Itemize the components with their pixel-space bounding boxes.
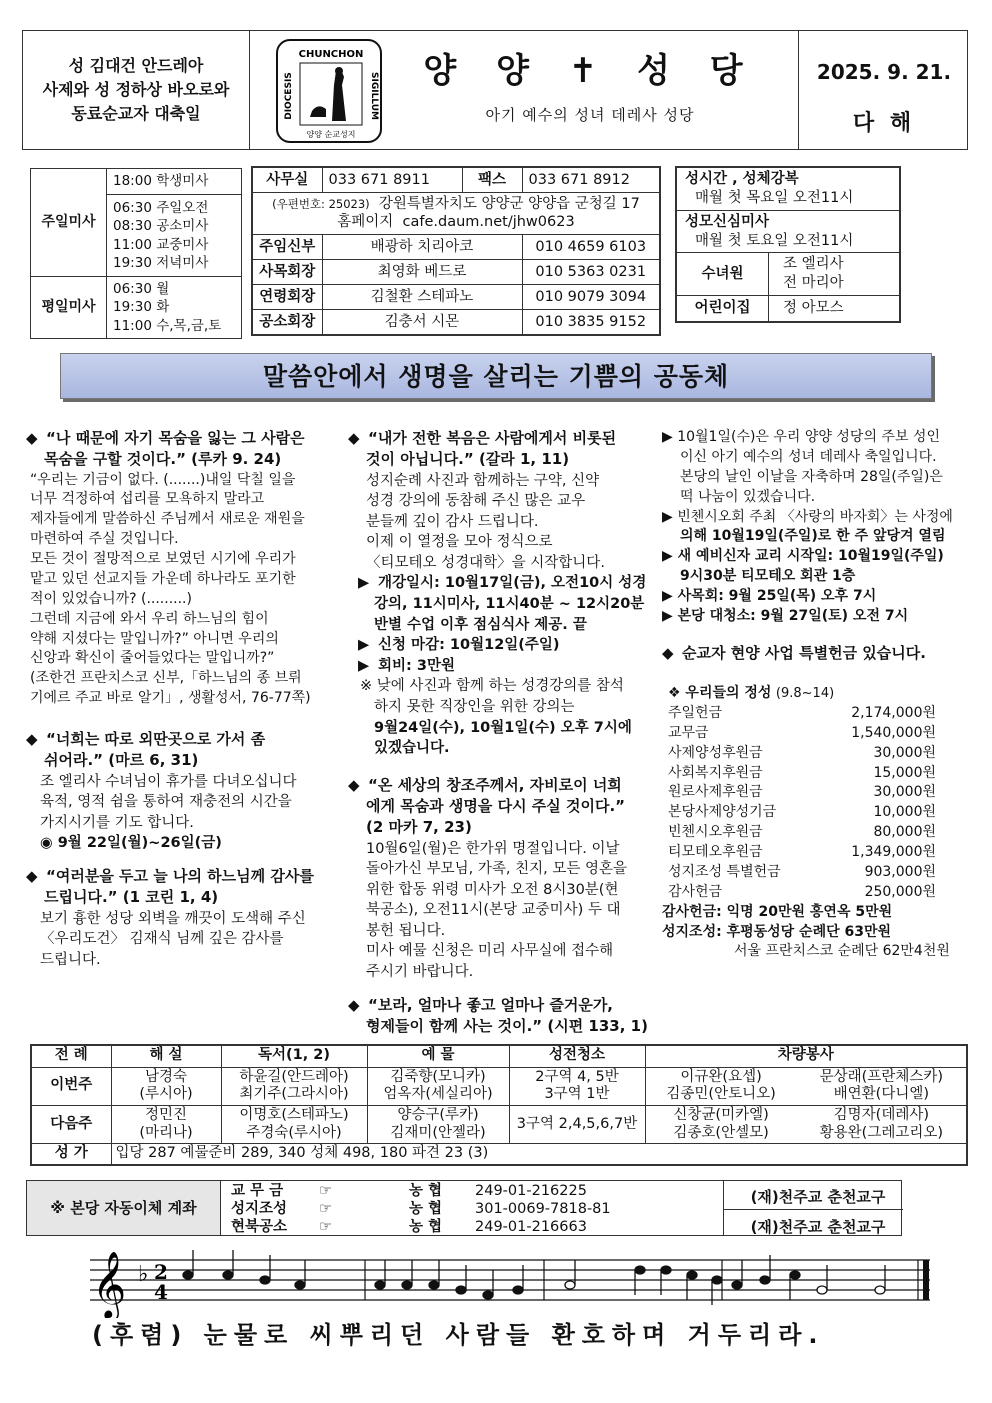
offering-amount: 10,000원 <box>873 804 936 821</box>
this-week-row: 이번주 남경숙 (루시아) 하윤길(안드레아) 최기주(그라시아) 김죽향(모니카) 엄옥자(세실리아) 2구역 4, 5반 3구역 1반 이규완(요셉) 김종민(안토니오) 문상래(프란체스카) 배연환(다니엘) <box>31 1067 967 1105</box>
account-label: ※ 본당 자동이체 계좌 <box>27 1181 221 1235</box>
sunday-mass-label: 주일미사 <box>31 169 107 277</box>
daycare-info: 어린이집 정 아모스 <box>677 296 899 321</box>
missionary-quote: “우리는 기금이 없다. (.......)내일 닥칠 일을 너무 걱정하여 섭리를 모욕하지 말라고 제자들에게 말씀하신 주님께서 새로운 재원을 마련하여 주실 것입니다. 모든 것이 절망적으로 보였던 시기에 우리가 맡고 있던 선교지들 가운데 하나라도 포기한 적이 있었습니까? (.........) 그런데 지금에 와서 우리 하느님의 힘이 약해 지셨다는 말입니까?” 아니면 우리의 신앙과 확신이 줄어들었다는 말입니까?” (조한건 프란치스코 신부,「하느님의 종 브뤼 기에르 주교 바로 알기」, 생활성서, 76-77쪽) <box>30 471 311 707</box>
offering-amount: 80,000원 <box>873 824 936 841</box>
diocese-seal-logo <box>276 39 382 143</box>
parish-motto-banner: 말씀안에서 생명을 살리는 기쁨의 공동체 <box>60 353 932 399</box>
chuseok-mass-notice: ◆ “온 세상의 창조주께서, 자비로이 너희 에게 목숨과 생명을 다시 주실 것이다.” (2 마카 7, 23) 10월6일(월)은 한가위 명절입니다. 이날 돌아가신 부모님, 가족, 친지, 모든 영혼을 위한 합동 위령 미사가 오전 8시30분(현 북공소), 오전11시(본당 교중미사) 두 대 봉헌 됩니다. 미사 예물 신청은 미리 사무실에 접수해 주시기 바랍니다. <box>348 775 627 981</box>
header <box>22 30 968 150</box>
offering-name: 원로사제후원금 <box>668 784 763 801</box>
logo-text-sigillum: SIGILLUM <box>369 72 379 120</box>
offering-amount: 30,000원 <box>873 744 936 761</box>
bible-college-notice: ◆ “내가 전한 복음은 사람에게서 비롯된 것이 아닙니다.” (갈라 1, 11) 성지순례 사진과 함께하는 구약, 신약 성경 강의에 동참해 주신 많은 교우 분들께 깊이 감사 드립니다. 이제 이 열정을 모아 정식으로 〈티모테오 성경대학〉을 시작합니다. ▶ 개강일시: 10월17일(금), 오전10시 성경 강의, 11시미사, 11시40분 ~ 12시20분 반별 수업 이후 점심식사 제공. 끝 ▶ 신청 마감: 10월12일(주일) ▶ 회비: 3만원 ※ 낮에 사진과 함께 하는 성경강의를 참석 하지 못한 직장인을 위한 강의는 9월24일(수), 10월1일(수) 오후 7시에 있겠습니다. <box>348 429 647 757</box>
marian-mass-info: 성모신심미사 매월 첫 토요일 오전11시 <box>677 211 899 254</box>
offering-row <box>668 744 936 764</box>
phone-label: 사무실 <box>252 167 322 192</box>
offering-row <box>668 803 936 823</box>
offering-row <box>668 863 936 883</box>
account-org-2: (재)천주교 춘천교구 <box>750 1218 886 1236</box>
offering-name: 주일헌금 <box>668 704 723 721</box>
treble-clef-icon: 𝄞 <box>92 1250 127 1318</box>
logo-text-chunchon: CHUNCHON <box>298 49 364 60</box>
column-middle <box>348 428 658 1037</box>
time-sig-bottom: 4 <box>154 1280 168 1304</box>
offering-amount: 1,540,000원 <box>851 724 936 741</box>
offering-amount: 2,174,000원 <box>851 704 936 721</box>
notices-list: ▶ 10월1일(수)은 우리 양양 성당의 주보 성인 이신 아기 예수의 성녀 데레사 축일입니다. 본당의 날인 이날을 자축하며 28일(주일)은 떡 나눔이 있겠습니다. ▶ 빈첸시오회 주최 〈사랑의 바자회〉는 사정에 의해 10월19일(주일)로 한 주 앞당겨 열림 ▶ 새 예비신자 교리 시작일: 10월19일(주일) 9시30분 티모테오 회관 1층 ▶ 사목회: 9월 25일(목) 오후 7시 ▶ 본당 대청소: 9월 27일(토) 오전 7시 <box>662 429 953 624</box>
next-week-row: 다음주 정민진 (마리나) 이명호(스테파노) 주경숙(루시아) 양승구(루카) 김재미(안젤라) 3구역 2,4,5,6,7반 신창균(미카엘) 김종호(안셀모) 김명자(데레사) 황용완(그레고리오) <box>31 1105 967 1143</box>
sunday-mass-times: 06:30 주일오전 08:30 공소미사 11:00 교중미사 19:30 저녁미사 <box>107 195 242 277</box>
devotions-box <box>675 166 901 323</box>
pointing-hand-icon: ☞ <box>319 1219 332 1235</box>
adoration-info: 성시간 , 성체강복 매월 첫 목요일 오전11시 <box>677 168 899 211</box>
sister-vacation-notice: ◆ “너희는 따로 외딴곳으로 가서 좀 쉬어라.” (마르 6, 31) 조 엘리사 수녀님이 휴가를 다녀오십니다 육적, 영적 쉼을 통하여 재충전의 시간을 가지시기를 기도 합니다. ◉ 9월 22일(월)~26일(금) <box>26 730 297 852</box>
offering-name: 빈첸시오후원금 <box>668 824 763 841</box>
time-sig-top: 2 <box>154 1260 168 1284</box>
offering-name: 본당사제양성기금 <box>668 804 777 821</box>
offering-name: 사회복지후원금 <box>668 764 763 781</box>
account-org-1: (재)천주교 춘천교구 <box>750 1188 886 1206</box>
offering-row <box>668 704 936 724</box>
sunday-student-mass: 18:00 학생미사 <box>107 169 242 195</box>
account-row-dues: 교 무 금 ☞ 농 협 249-01-216225 <box>231 1183 587 1199</box>
liturgical-year: 다 해 <box>852 110 916 136</box>
hymns-row: 성 가 입당 287 예물준비 289, 340 성체 498, 180 파견 23 (3) <box>31 1144 967 1165</box>
bulletin-date: 2025. 9. 21. <box>816 60 952 84</box>
feast-title: 성 김대건 안드레아 사제와 성 정하상 바오로와 동료순교자 대축일 <box>23 31 250 149</box>
flat-sign-icon: ♭ <box>138 1262 149 1287</box>
offering-row <box>668 783 936 803</box>
offering-amount: 250,000원 <box>864 883 936 900</box>
bank-account-box <box>26 1180 902 1236</box>
phone-number: 033 671 8911 <box>322 167 462 192</box>
office-contacts-table: 사무실 033 671 8911 팩스 033 671 8912 (우편번호: 25023) 강원특별자치도 양양군 양양읍 군청길 17 홈페이지 cafe.daum.net/jhw0623 주임신부 배광하 치리아코 010 4659 6103 사목회장 최영화 베드로 010 5363 0231 연령회장 김철환 스테파노 010 9079 3094 공소회장 김충서 시몬 010 3835 9152 <box>251 166 661 336</box>
offering-row <box>668 883 936 903</box>
fax-number: 033 671 8912 <box>522 167 660 192</box>
logo-text-diocesis: DIOCESIS <box>284 72 294 120</box>
logo-text-yangyang: 양양 순교성지 <box>306 130 356 139</box>
convent-info: 수녀원 조 엘리사 전 마리아 <box>677 253 899 296</box>
thanks-offering: 감사헌금: 익명 20만원 홍연옥 5만원 <box>662 903 893 920</box>
offerings-list: ❖ 우리들의 정성 (9.8~14) 주일헌금 2,174,000원 교무금 1,540,000원 사제양성후원금 30,000원 사회복지후원금 15,000원 원로사제후원금 30,000원 본당사제양성기금 10,000원 빈첸시오후원금 80,000원 티모테오후원금 1,349,000원 성지조성 특별헌금 903,000원 감사헌금 250,000원 <box>662 684 968 903</box>
offering-amount: 30,000원 <box>873 784 936 801</box>
special-collection-notice: 순교자 현양 사업 특별헌금 있습니다. <box>682 643 926 662</box>
pointing-hand-icon: ☞ <box>319 1201 332 1217</box>
fax-label: 팩스 <box>462 167 522 192</box>
parish-title-area <box>250 31 799 149</box>
pointing-hand-icon: ☞ <box>319 1183 332 1199</box>
offering-row <box>668 724 936 744</box>
psalm-quote: ◆ “보라, 얼마나 좋고 얼마나 즐거운가, 형제들이 함께 사는 것이.” (시편 133, 1) <box>348 995 648 1035</box>
refrain-music-staff <box>80 1248 940 1318</box>
account-row-gongso: 현북공소 ☞ 농 협 249-01-216663 <box>231 1219 587 1235</box>
shrine-offering-2: 서울 프란치스코 순례단 62만4천원 <box>734 943 950 960</box>
date-area <box>799 31 969 149</box>
offering-row <box>668 764 936 784</box>
weekday-mass-label: 평일미사 <box>31 277 107 339</box>
account-row-shrine: 성지조성 ☞ 농 협 301-0069-7818-81 <box>231 1201 611 1217</box>
offering-name: 교무금 <box>668 724 709 741</box>
offering-amount: 903,000원 <box>864 863 936 880</box>
offering-row <box>668 823 936 843</box>
parish-patron: 아기 예수의 성녀 데레사 성당 <box>485 106 695 124</box>
offering-name: 사제양성후원금 <box>668 744 763 761</box>
column-left: ◆ “나 때문에 자기 목숨을 잃는 그 사람은 목숨을 구할 것이다.” (루카 9. 24) “우리는 기금이 없다. (.......)내일 닥칠 일을 너무 걱정하여 섭리를 모욕하지 말라고 제자들에게 말씀하신 주님께서 새로운 재원을 마련하여 주실 것입니다. 모든 것이 절망적으로 보였던 시기에 우리가 맡고 있던 선교지들 가운데 하나라도 포기한 적이 있었습니까? (.........) 그런데 지금에 와서 우리 하느님의 힘이 약해 지셨다는 말입니까?” 아니면 우리의 신앙과 확신이 줄어들었다는 말입니까?” (조한건 프란치스코 신부,「하느님의 종 브뤼 기에르 주교 바로 알기」, 생활성서, 76-77쪽) ◆ “너희는 따로 외딴곳으로 가서 좀 쉬어라.” (마르 6, 31) 조 엘리사 수녀님이 휴가를 다녀오십니다 육적, 영적 쉼을 통하여 재충전의 시간을 가지시기를 기도 합니다. ◉ 9월 22일(월)~26일(금) ◆ “여러분을 두고 늘 나의 하느님께 감사를 드립니다.” (1 코린 1, 4) 보기 흉한 성당 외벽을 깨끗이 도색해 주신 〈우리도건〉 김재식 님께 깊은 감사를 드립니다. <box>26 428 344 970</box>
mass-times-table <box>30 168 242 339</box>
diocese-seal-icon <box>278 41 382 143</box>
address-block: (우편번호: 25023) 강원특별자치도 양양군 양양읍 군청길 17 홈페이지 cafe.daum.net/jhw0623 <box>252 192 660 235</box>
homepage-link[interactable]: cafe.daum.net/jhw0623 <box>402 214 575 231</box>
offering-name: 성지조성 특별헌금 <box>668 863 781 880</box>
parish-name: 양 양 ✝ 성 당 <box>423 51 757 91</box>
shrine-offering-1: 성지조성: 후평동성당 순례단 63만원 <box>662 923 892 940</box>
service-schedule-table: 전 례 해 설 독서(1, 2) 예 물 성전청소 차량봉사 이번주 남경숙 (루시아) 하윤길(안드레아) 최기주(그라시아) 김죽향(모니카) 엄옥자(세실리아) 2구역 4, 5반 3구역 1반 이규완(요셉) 김종민(안토니오) 문상래(프란체스카) 배연환(다니엘) 다음주 정민진 (마리나) 이명호(스테파노) 주경숙(루시아) 양승구(루카) 김재미(안젤라) 3구역 2,4,5,6,7반 신창균(미카엘) 김종호(안셀모) 김명자(데레사) 황용완(그레고리오) 성 가 입당 287 예물준비 289, 340 성체 498, 180 파견 23 (3) <box>30 1044 968 1166</box>
weekday-mass-times: 06:30 월 19:30 화 11:00 수,목,금,토 <box>107 277 242 339</box>
offering-row <box>668 843 936 863</box>
column-right: ▶ 10월1일(수)은 우리 양양 성당의 주보 성인 이신 아기 예수의 성녀 데레사 축일입니다. 본당의 날인 이날을 자축하며 28일(주일)은 떡 나눔이 있겠습니다. ▶ 빈첸시오회 주최 〈사랑의 바자회〉는 사정에 의해 10월19일(주일)로 한 주 앞당겨 열림 ▶ 새 예비신자 교리 시작일: 10월19일(주일) 9시30분 티모테오 회관 1층 ▶ 사목회: 9월 25일(목) 오후 7시 ▶ 본당 대청소: 9월 27일(토) 오전 7시 ◆ 순교자 현양 사업 특별헌금 있습니다. ❖ 우리들의 정성 (9.8~14) 주일헌금 2,174,000원 교무금 1,540,000원 사제양성후원금 30,000원 사회복지후원금 15,000원 원로사제후원금 30,000원 본당사제양성기금 10,000원 빈첸시오후원금 80,000원 티모테오후원금 1,349,000원 성지조성 특별헌금 903,000원 감사헌금 250,000원 감사헌금: 익명 20만원 홍연옥 5만원 성지조성: 후평동성당 순례단 63만원 서울 프란치스코 순례단 62만4천원 <box>662 428 968 962</box>
offering-name: 티모테오후원금 <box>668 844 763 861</box>
offering-amount: 1,349,000원 <box>851 844 936 861</box>
melody-notes <box>183 1250 885 1305</box>
offering-amount: 15,000원 <box>873 764 936 781</box>
offering-name: 감사헌금 <box>668 883 723 900</box>
refrain-lyric: (후렴) 눈물로 씨뿌리던 사람들 환호하며 거두리라. <box>92 1321 825 1349</box>
painting-thanks-notice: ◆ “여러분을 두고 늘 나의 하느님께 감사를 드립니다.” (1 코린 1, 4) 보기 흉한 성당 외벽을 깨끗이 도색해 주신 〈우리도건〉 김재식 님께 깊은 감사를 드립니다. <box>26 867 314 968</box>
